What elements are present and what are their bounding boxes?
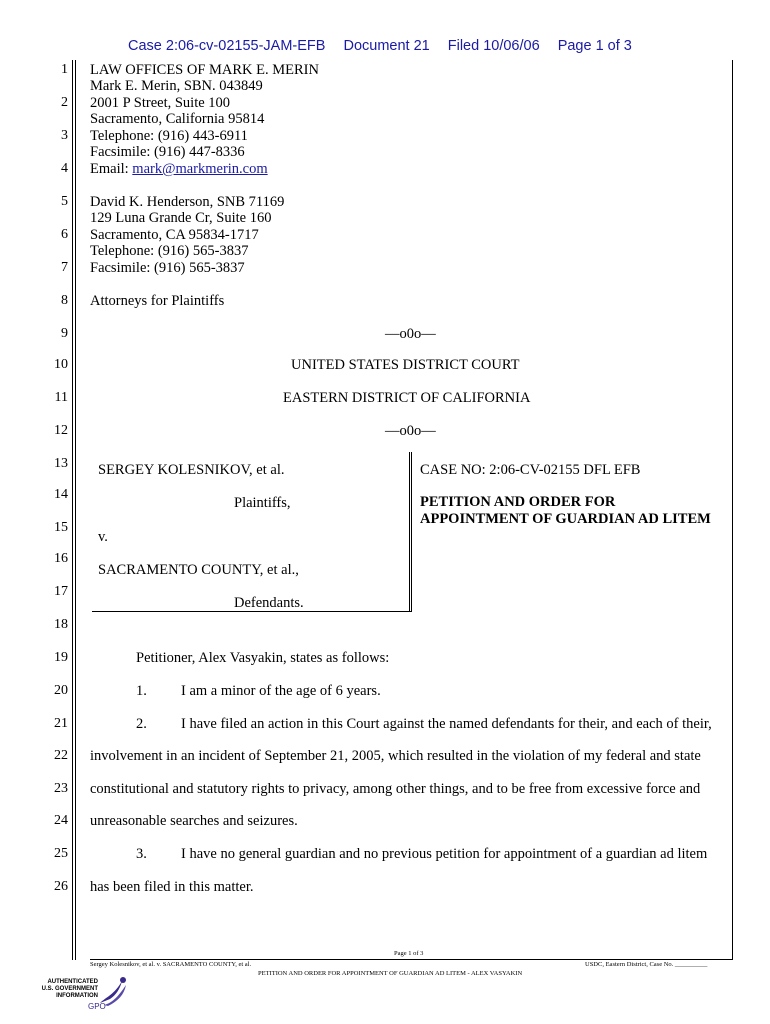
attorney-email-line [90, 161, 268, 178]
defendant-role: Defendants. [234, 595, 304, 611]
email-label: Email: [90, 161, 129, 177]
footer-page-number: Page 1 of 3 [394, 950, 424, 957]
seal-line1: AUTHENTICATED [47, 979, 98, 985]
line-number: 25 [54, 846, 68, 861]
footer-court-info: USDC, Eastern District, Case No. __________ [585, 961, 708, 968]
attorney-name: Mark E. Merin, SBN. 043849 [90, 78, 263, 94]
para1-text: I am a minor of the age of 6 years. [181, 683, 381, 699]
line-number: 5 [61, 194, 68, 209]
attorney2-fax: Facsimile: (916) 565-3837 [90, 260, 245, 276]
line-number: 24 [54, 813, 68, 828]
caption-vertical-rule-2 [411, 452, 412, 612]
gpo-authentication-seal [40, 973, 130, 1015]
page-indicator: Page 1 of 3 [557, 38, 632, 54]
line-number: 10 [54, 357, 68, 372]
seal-gpo: GPO [88, 1002, 106, 1011]
line-number: 2 [61, 95, 68, 110]
intro-paragraph: Petitioner, Alex Vasyakin, states as follows: [136, 650, 390, 666]
filed-date: Filed 10/06/06 [447, 38, 540, 54]
left-margin-rule-2 [75, 60, 76, 960]
seal-line2: U.S. GOVERNMENT [41, 986, 98, 992]
line-number: 1 [61, 62, 68, 77]
plaintiff-role: Plaintiffs, [234, 495, 291, 511]
attorneys-for: Attorneys for Plaintiffs [90, 293, 225, 309]
defendant-name: SACRAMENTO COUNTY, et al., [98, 562, 299, 578]
line-number: 26 [54, 879, 68, 894]
line-number: 20 [54, 683, 68, 698]
attorney-phone: Telephone: (916) 443-6911 [90, 128, 248, 144]
footer-document-title: PETITION AND ORDER FOR APPOINTMENT OF GUARDIAN AD LITEM - ALEX VASYAKIN [258, 970, 523, 977]
document-title-line1: PETITION AND ORDER FOR [420, 494, 616, 510]
district-name: EASTERN DISTRICT OF CALIFORNIA [283, 390, 531, 406]
footer-case-caption: Sergey Kolesnikov, et al. v. SACRAMENTO COUNTY, et al. [90, 961, 252, 968]
document-number: Document 21 [343, 38, 430, 54]
separator-bottom: —o0o— [385, 423, 436, 439]
line-number: 21 [54, 716, 68, 731]
line-number: 16 [54, 551, 68, 566]
attorney2-name: David K. Henderson, SNB 71169 [90, 194, 285, 210]
line-number: 6 [61, 227, 68, 242]
right-margin-rule [732, 60, 733, 960]
line-number: 22 [54, 748, 68, 763]
line-number: 23 [54, 781, 68, 796]
separator-top: —o0o— [385, 326, 436, 342]
versus: v. [98, 529, 108, 545]
para2-line1: I have filed an action in this Court against the named defendants for their, and each of their, [181, 716, 712, 732]
line-number: 18 [54, 617, 68, 632]
line-number: 15 [54, 520, 68, 535]
attorney-city: Sacramento, California 95814 [90, 111, 265, 127]
case-number: Case 2:06-cv-02155-JAM-EFB [128, 38, 326, 54]
left-margin-rule-1 [72, 60, 73, 960]
document-title-line2: APPOINTMENT OF GUARDIAN AD LITEM [420, 511, 711, 527]
line-number: 14 [54, 487, 68, 502]
para2-line2: involvement in an incident of September 21, 2005, which resulted in the violation of my federal and state [90, 748, 701, 764]
line-number: 8 [61, 293, 68, 308]
line-number: 9 [61, 326, 68, 341]
caption-bottom-rule [92, 611, 412, 612]
plaintiff-name: SERGEY KOLESNIKOV, et al. [98, 462, 285, 478]
seal-line3: INFORMATION [56, 993, 98, 999]
para2-line4: unreasonable searches and seizures. [90, 813, 298, 829]
para3-number: 3. [136, 846, 147, 862]
line-number: 3 [61, 128, 68, 143]
case-no: CASE NO: 2:06-CV-02155 DFL EFB [420, 462, 641, 478]
line-number: 7 [61, 260, 68, 275]
line-number: 12 [54, 423, 68, 438]
line-number: 4 [61, 161, 68, 176]
attorney-fax: Facsimile: (916) 447-8336 [90, 144, 245, 160]
line-number: 13 [54, 456, 68, 471]
line-number: 17 [54, 584, 68, 599]
case-header [128, 38, 646, 54]
para3-line1: I have no general guardian and no previous petition for appointment of a guardian ad litem [181, 846, 708, 862]
line-number: 11 [54, 390, 68, 405]
attorney2-phone: Telephone: (916) 565-3837 [90, 243, 249, 259]
attorney-street: 2001 P Street, Suite 100 [90, 95, 231, 111]
attorney2-city: Sacramento, CA 95834-1717 [90, 227, 259, 243]
court-name: UNITED STATES DISTRICT COURT [291, 357, 520, 373]
caption-vertical-rule [409, 452, 410, 612]
para2-line3: constitutional and statutory rights to privacy, among other things, and to be free from excessive force and [90, 781, 701, 797]
attorney2-street: 129 Luna Grande Cr, Suite 160 [90, 210, 272, 226]
email-link[interactable]: mark@markmerin.com [132, 161, 268, 177]
line-number: 19 [54, 650, 68, 665]
para1-number: 1. [136, 683, 147, 699]
law-firm-name: LAW OFFICES OF MARK E. MERIN [90, 62, 319, 78]
para3-line2: has been filed in this matter. [90, 879, 254, 895]
footer-rule [90, 959, 732, 960]
para2-number: 2. [136, 716, 147, 732]
